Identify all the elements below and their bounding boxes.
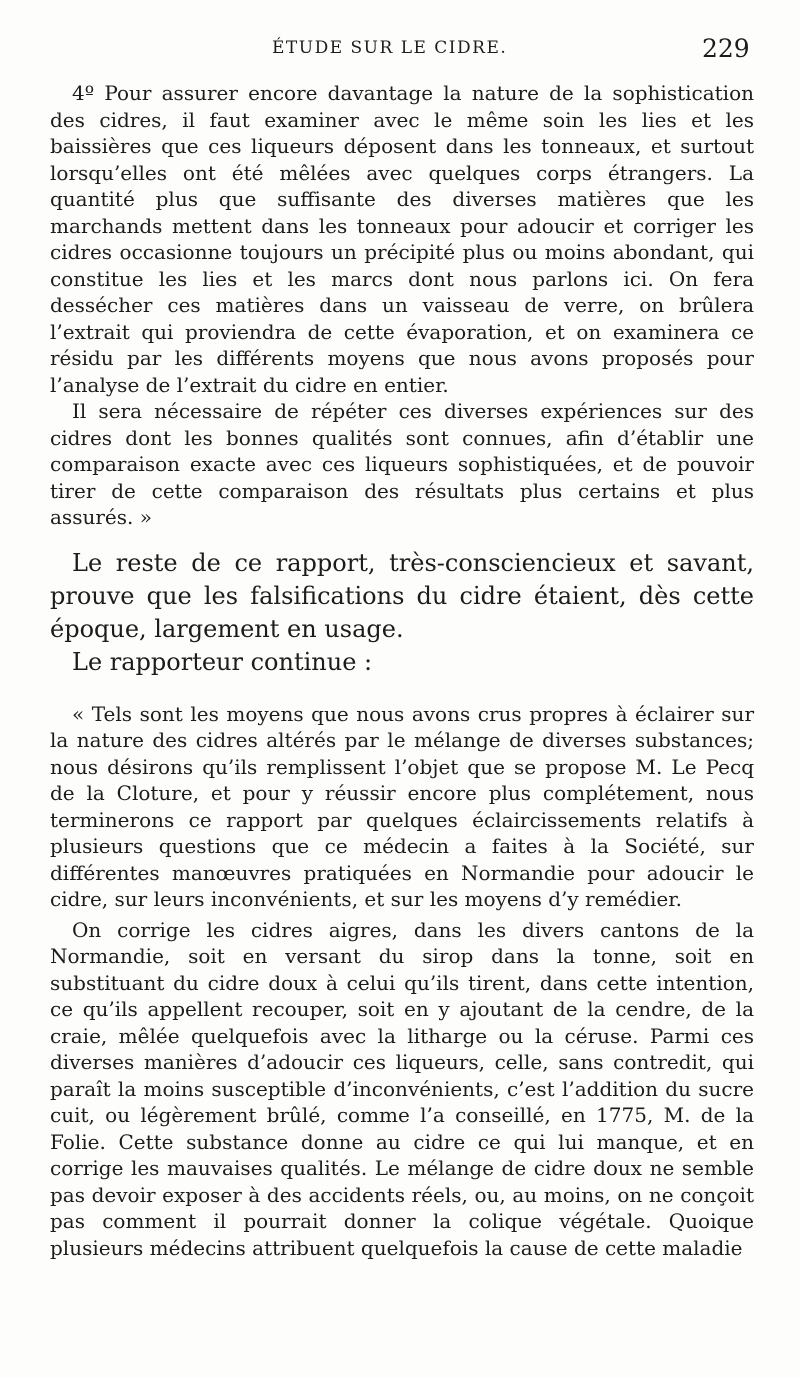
page-number: 229: [702, 34, 750, 63]
page-header: [0, 36, 800, 66]
paragraph-comparison: Il sera nécessaire de répéter ces diverses expériences sur des cidres dont les bonnes qualités sont connues, afin d’établir une comparaison exacte avec ces liqueurs sophistiquées, et de pouvoir tirer de cette comparaison des résultats plus certains et plus assurés. »: [50, 399, 754, 529]
paragraph-corrections: On corrige les cidres aigres, dans les divers cantons de la Normandie, soit en versant du sirop dans la tonne, soit en substituant du cidre doux à celui qu’ils tirent, dans cette intention, ce qu’ils appellent recouper, soit en y ajoutant de la cendre, de la craie, mêlée quelquefois avec la litharge ou la céruse. Parmi ces diverses manières d’adoucir ces liqueurs, celle, sans contredit, qui paraît la moins susceptible d’inconvénients, c’est l’addition du sucre cuit, ou légèrement brûlé, comme l’a conseillé, en 1775, M. de la Folie. Cette substance donne au cidre ce qui lui manque, et en corrige les mauvaises qualités. Le mélange de cidre doux ne semble pas devoir exposer à des accidents réels, ou, au moins, on ne conçoit pas comment il pourrait donner la colique végétale. Quoique plusieurs médecins attribuent quelquefois la cause de cette maladie: [50, 917, 754, 1260]
paragraph-quote-start: « Tels sont les moyens que nous avons crus propres à éclairer sur la nature des cidres altérés par le mélange de diverses substances; nous désirons qu’ils remplissent l’objet que se propose M. Le Pecq de la Cloture, et pour y réussir encore plus complétement, nous terminerons ce rapport par quelques éclaircissements relatifs à plusieurs questions que ce médecin a faites à la Société, sur différentes manœuvres pratiquées en Normandie pour adoucir le cidre, sur leurs inconvénients, et sur les moyens d’y remédier.: [50, 701, 754, 911]
page-body: [50, 80, 754, 1261]
paragraph-rapporteur-intro: Le rapporteur continue :: [72, 647, 373, 676]
paragraph-author-comment: Le reste de ce rapport, très-consciencieux et savant, prouve que les falsifications du cidre étaient, dès cette époque, largement en usage.: [50, 548, 754, 643]
paragraph-point-4: 4º Pour assurer encore davantage la nature de la sophistication des cidres, il faut examiner avec le même soin les lies et les baissières que ces liqueurs déposent dans les tonneaux, et surtout lorsqu’elles ont été mêlées avec quelques corps étrangers. La quantité plus que suffisante des diverses matières que les marchands mettent dans les tonneaux pour adoucir et corriger les cidres occasionne toujours un précipité plus ou moins abondant, qui constitue les lies et les marcs dont nous parlons ici. On fera dessécher ces matières dans un vaisseau de verre, on brûlera l’extrait qui proviendra de cette évaporation, et on examinera ce résidu par les différents moyens que nous avons proposés pour l’analyse de l’extrait du cidre en entier.: [50, 81, 754, 397]
running-title: ÉTUDE SUR LE CIDRE.: [272, 38, 508, 58]
